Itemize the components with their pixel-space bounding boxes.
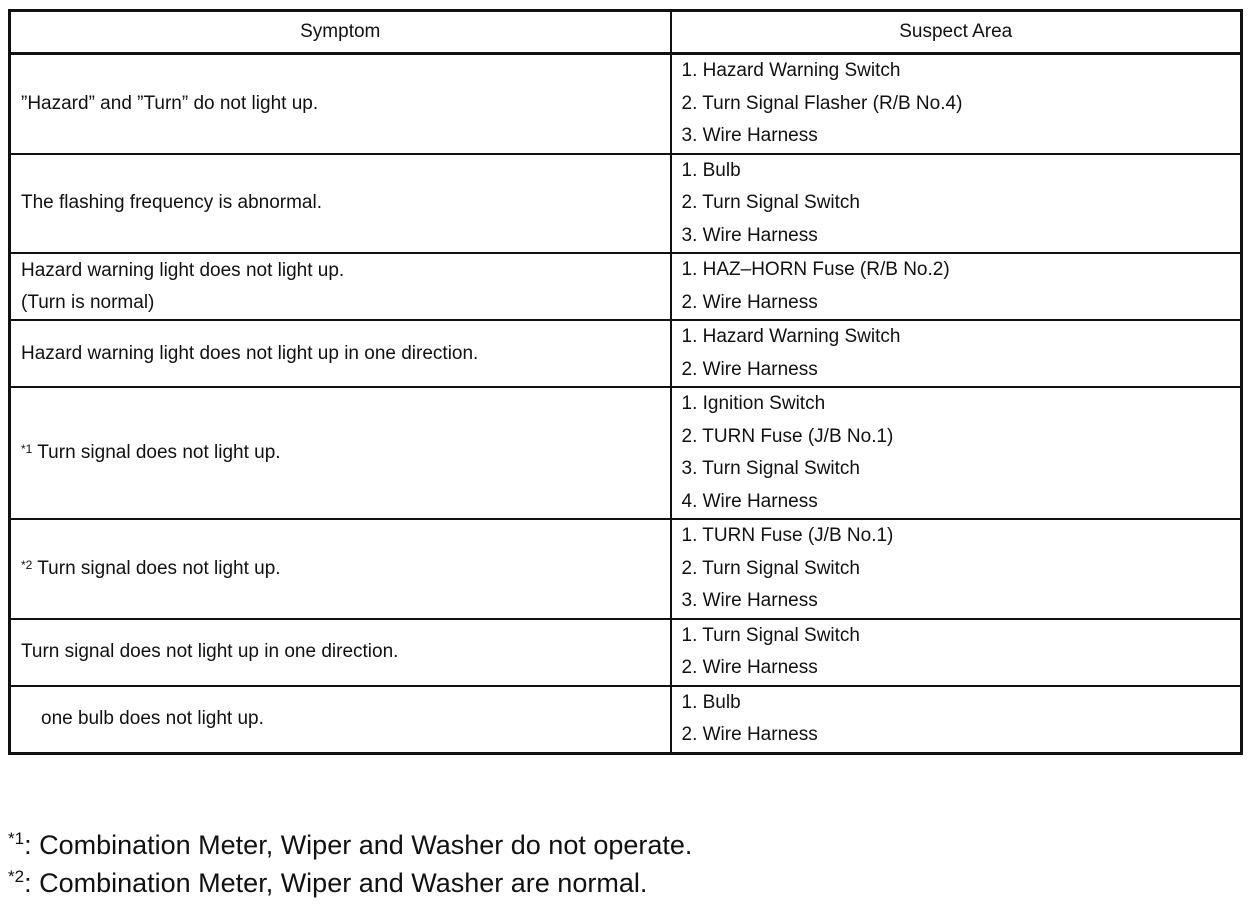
footnote-text: : Combination Meter, Wiper and Washer do not operate. bbox=[24, 830, 693, 860]
footnote-text: : Combination Meter, Wiper and Washer are normal. bbox=[24, 868, 648, 898]
suspect-area-item: 1. TURN Fuse (J/B No.1) bbox=[681, 525, 894, 546]
symptom-cell: Hazard warning light does not light up in one direction. bbox=[10, 320, 671, 387]
suspect-area-list bbox=[682, 321, 1241, 386]
footnote bbox=[8, 864, 692, 902]
suspect-area-list bbox=[682, 155, 1241, 253]
suspect-area-item: 3. Wire Harness bbox=[681, 224, 818, 246]
suspect-area-item: 3. Turn Signal Switch bbox=[681, 458, 860, 479]
symptom-note: (Turn is normal) bbox=[21, 291, 155, 313]
table-row bbox=[10, 253, 1242, 320]
suspect-area-item: 1. Bulb bbox=[681, 691, 741, 713]
suspect-area-item: 2. Turn Signal Switch bbox=[681, 557, 860, 579]
table-row bbox=[10, 387, 1242, 519]
symptom-cell: one bulb does not light up. bbox=[10, 686, 671, 754]
suspect-area-item: 3. Wire Harness bbox=[681, 590, 818, 611]
symptom-table bbox=[8, 9, 1243, 755]
footnote-marker: *2 bbox=[21, 557, 33, 572]
suspect-area-list bbox=[682, 388, 1241, 518]
symptom-text: Turn signal does not light up. bbox=[32, 442, 281, 463]
suspect-area-cell bbox=[671, 320, 1242, 387]
symptom-cell: ”Hazard” and ”Turn” do not light up. bbox=[10, 54, 671, 154]
footnote-marker: *2 bbox=[8, 867, 25, 886]
suspect-area-column-header: Suspect Area bbox=[671, 11, 1242, 54]
suspect-area-item: 2. Turn Signal Switch bbox=[681, 192, 860, 213]
suspect-area-item: 1. Turn Signal Switch bbox=[681, 624, 860, 646]
suspect-area-cell bbox=[671, 253, 1242, 320]
symptom-cell bbox=[10, 519, 671, 619]
footnote bbox=[8, 826, 692, 864]
table-row bbox=[10, 686, 1242, 754]
symptom-text: Turn signal does not light up. bbox=[32, 557, 281, 579]
suspect-area-item: 1. Hazard Warning Switch bbox=[681, 326, 901, 347]
suspect-area-cell bbox=[671, 619, 1242, 686]
suspect-area-cell bbox=[671, 686, 1242, 754]
suspect-area-cell bbox=[671, 519, 1242, 619]
suspect-area-item: 1. Hazard Warning Switch bbox=[681, 60, 901, 81]
table-row bbox=[10, 54, 1242, 154]
suspect-area-cell bbox=[671, 387, 1242, 519]
suspect-area-list bbox=[682, 55, 1241, 153]
footnotes bbox=[8, 826, 692, 902]
table-row bbox=[10, 619, 1242, 686]
table-row bbox=[10, 154, 1242, 254]
symptom-cell bbox=[10, 387, 671, 519]
table-row bbox=[10, 320, 1242, 387]
table-header-row bbox=[10, 11, 1242, 54]
symptom-cell: The flashing frequency is abnormal. bbox=[10, 154, 671, 254]
suspect-area-item: 2. Wire Harness bbox=[681, 358, 818, 380]
suspect-area-list bbox=[682, 254, 1241, 319]
suspect-area-item: 2. TURN Fuse (J/B No.1) bbox=[681, 425, 894, 447]
suspect-area-cell bbox=[671, 54, 1242, 154]
footnote-marker: *1 bbox=[8, 829, 25, 848]
suspect-area-cell bbox=[671, 154, 1242, 254]
suspect-area-item: 2. Turn Signal Flasher (R/B No.4) bbox=[681, 92, 963, 114]
suspect-area-item: 2. Wire Harness bbox=[681, 724, 818, 745]
suspect-area-list bbox=[682, 620, 1241, 685]
suspect-area-item: 2. Wire Harness bbox=[681, 657, 818, 678]
suspect-area-item: 3. Wire Harness bbox=[681, 125, 818, 146]
symptom-line: Hazard warning light does not light up. bbox=[21, 259, 345, 281]
suspect-area-item: 2. Wire Harness bbox=[681, 291, 818, 313]
symptom-cell: Turn signal does not light up in one direction. bbox=[10, 619, 671, 686]
table-row bbox=[10, 519, 1242, 619]
suspect-area-list bbox=[682, 687, 1241, 752]
symptom-cell bbox=[10, 253, 671, 320]
suspect-area-item: 4. Wire Harness bbox=[681, 490, 818, 512]
footnote-marker: *1 bbox=[21, 442, 33, 456]
suspect-area-item: 1. Bulb bbox=[681, 159, 741, 181]
symptom-column-header: Symptom bbox=[10, 11, 671, 54]
suspect-area-item: 1. Ignition Switch bbox=[681, 393, 826, 414]
suspect-area-list bbox=[682, 520, 1241, 618]
suspect-area-item: 1. HAZ–HORN Fuse (R/B No.2) bbox=[681, 259, 950, 280]
